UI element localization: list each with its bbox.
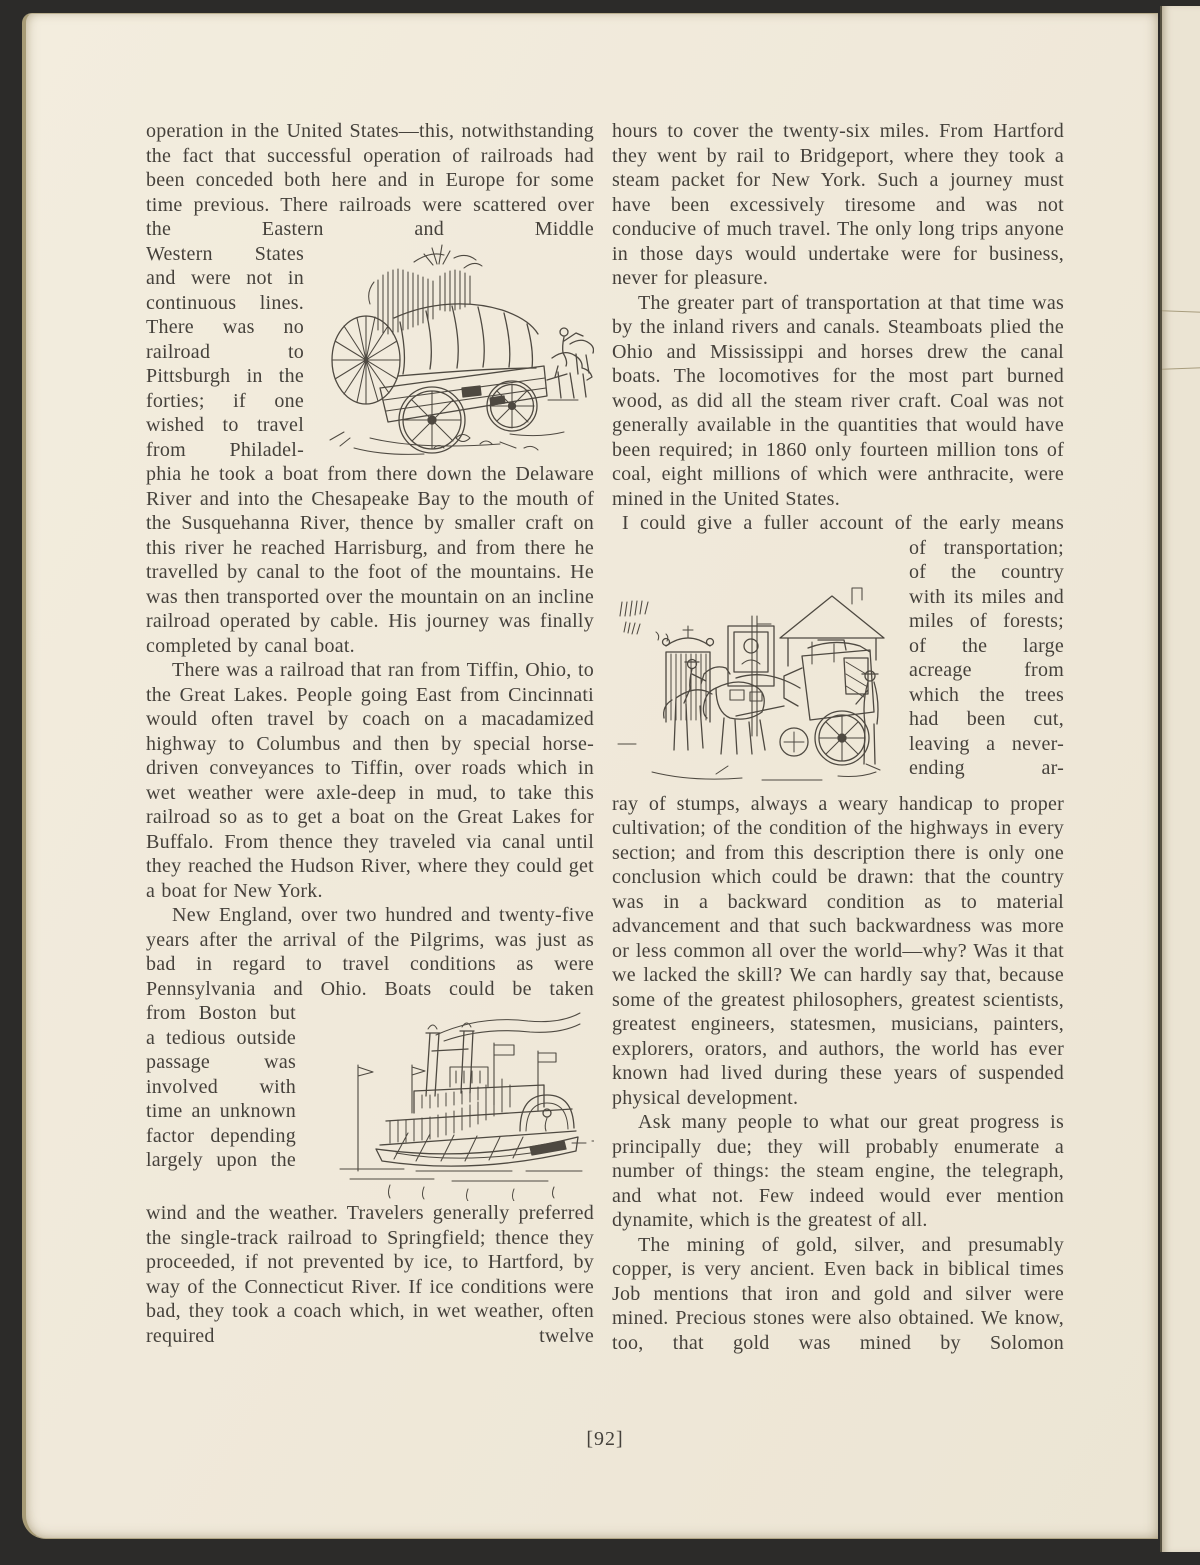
right-column: [612, 119, 1064, 1355]
steamboat-text-row: [146, 1001, 594, 1201]
wagon-text-row: [146, 242, 594, 463]
book-page: [22, 13, 1158, 1539]
steamboat-illustration: [324, 1001, 594, 1201]
left-column: [146, 119, 594, 1348]
paragraph-wind-weather: wind and the weather. Travelers generally preferred the single-track railroad to Springfield; thence they proceeded, if not prevented by ice, to Hartford, by way of the Connecticut River. If ice conditions were bad, they took a coach which, in wet weather, often required twelve: [146, 1202, 594, 1347]
paragraph-new-england-narrow: from Boston but a tedious outside passage was involved with time an unknown factor depending largely upon the: [146, 1002, 296, 1171]
covered-wagon-illustration: [314, 242, 594, 460]
paragraph-tiffin: There was a railroad that ran from Tiffin, Ohio, to the Great Lakes. People going East from Cincinnati would often travel by coach on a macadamized highway to Columbus and then by special horse-driven conveyances to Tiffin, over roads which in wet weather were axle-deep in mud, to take this railroad so as to get a boat on the Great Lakes for Buffalo. From thence they traveled via canal until they reached the Hudson River, where they could get a boat for New York.: [146, 659, 594, 902]
page-number: [92]: [586, 1428, 624, 1450]
paragraph-fuller-account-narrow: of transportation; of the country with its miles and miles of forests; of the large acreage from which the trees had been cut, leaving a never-ending ar-: [909, 536, 1064, 779]
paragraph-fuller-account-wide: I could give a fuller account of the early means: [622, 512, 1064, 534]
stagecoach-illustration: [612, 540, 897, 792]
paragraph-operation-narrow: Western States and were not in continuous lines. There was no railroad to Pittsburgh in the forties; if one wished to travel from Philadel-: [146, 242, 304, 461]
paragraph-hartford: hours to cover the twenty-six miles. From Hartford they went by rail to Bridgeport, where they took a steam packet for New York. Such a journey must have been excessively tiresome and was not conducive of much travel. The only long trips anyone in those days would undertake were for business, never for pleasure.: [612, 120, 1064, 289]
paragraph-operation-wide: operation in the United States—this, notwithstanding the fact that successful operation of railroads had been conceded both here and in Europe for some time previous. There railroads were scattered over the Eastern and Middle: [146, 120, 594, 240]
paragraph-progress: Ask many people to what our great progress is principally due; they will probably enumerate a number of things: the steam engine, the telegraph, and what not. Few indeed would ever mention dynamite, which is the greatest of all.: [612, 1111, 1064, 1231]
page-edge-crack: [1162, 367, 1200, 369]
paragraph-transportation: The greater part of transportation at that time was by the inland rivers and canals. Steamboats plied the Ohio and Mississippi and horses drew the canal boats. The locomotives for the most part burned wood, as did all the steam river craft. Coal was not generally available in the quantities that would have been required; in 1860 only fourteen million tons of coal, eight millions of which were anthracite, were mined in the United States.: [612, 291, 1064, 510]
paragraph-philadelphia: phia he took a boat from there down the Delaware River and into the Chesapeake Bay to the mouth of the Susquehanna River, thence by smaller craft on this river he reached Harrisburg, and from there he travelled by canal to the foot of the mountains. He was then transported over the mountain on an incline railroad operated by cable. His journey was finally completed by canal boat.: [146, 463, 594, 657]
page-edge-crack: [1162, 310, 1200, 312]
paragraph-new-england-wide: New England, over two hundred and twenty-five years after the arrival of the Pilgrims, was just as bad in regard to travel conditions as were Pennsylvania and Ohio. Boats could be taken: [146, 904, 594, 1000]
stagecoach-text-row: [612, 536, 1064, 792]
paragraph-stumps: ray of stumps, always a weary handicap to proper cultivation; of the condition of the highways in every section; and from this description there is only one conclusion which could be drawn: that the country was in a backward condition as to material advancement and that such backwardness was more or less common all over the world—why? Was it that we lacked the skill? We can hardly say that, because some of the greatest philosophers, greatest scientists, greatest engineers, statesmen, musicians, painters, explorers, orators, and authors, the world has ever known had lived during these years of suspended physical development.: [612, 792, 1064, 1109]
next-page-edge: [1160, 6, 1200, 1552]
paragraph-mining: The mining of gold, silver, and presumably copper, is very ancient. Even back in biblical times Job mentions that iron and gold and silver were mined. Precious stones were also obtained. We know, too, that gold was mined by Solomon: [612, 1233, 1064, 1354]
